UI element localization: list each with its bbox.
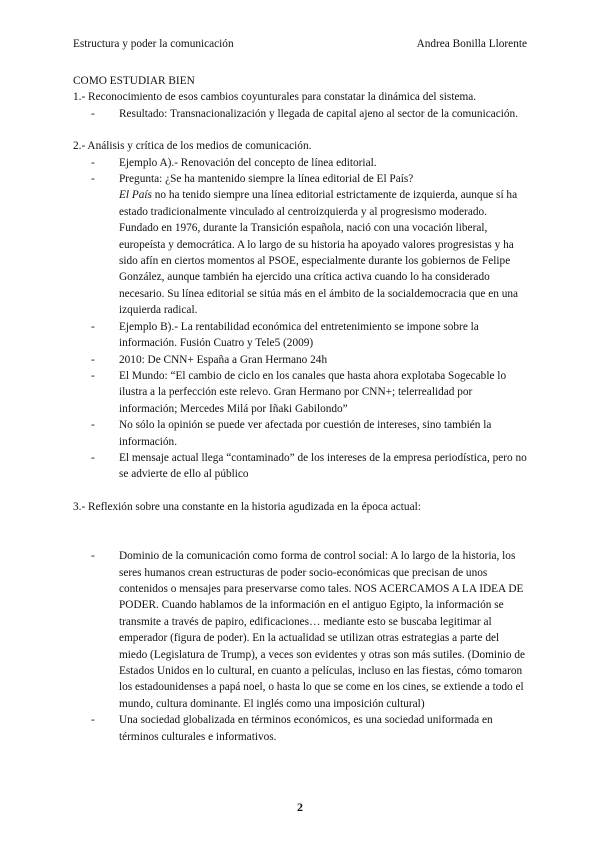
section-2-list: [73, 155, 528, 483]
section-1-heading: 1.- Reconocimiento de esos cambios coyunturales para constatar la dinámica del sistema.: [73, 91, 477, 104]
answer-text: no ha tenido siempre una línea editorial estrictamente de izquierda, aunque sí ha estado tradicionalmente vinculado al centroizquierda y al progresismo moderado. Fundado en 1976, durante la Transición española, nació con una vocación liberal, europeísta y democrática. A lo largo de su historia ha apoyado valores progresistas y ha sido afín en ciertos momentos al PSOE, especialmente durante los gobiernos de Felipe González, aunque también ha ejercido una crítica activa cuando lo ha considerado necesario. Su línea editorial se sitúa más en el ámbito de la socialdemocracia que en una izquierda radical.: [119, 189, 519, 317]
list-item: [73, 548, 528, 712]
dash-bullet: -: [91, 353, 95, 366]
section-1-list: [73, 106, 528, 122]
question-text: Pregunta: ¿Se ha mantenido siempre la línea editorial de El País?: [119, 173, 414, 186]
page-header: [73, 38, 527, 54]
dash-bullet: -: [91, 714, 95, 727]
list-item-text: Resultado: Transnacionalización y llegada de capital ajeno al sector de la comunicación.: [119, 107, 519, 120]
newspaper-name: El País: [119, 189, 152, 202]
section-3-list: [73, 548, 528, 745]
document-body: [73, 73, 528, 745]
section-3-heading: 3.- Reflexión sobre una constante en la historia agudizada en la época actual:: [73, 500, 421, 513]
list-item: [73, 417, 528, 450]
list-item-text: Ejemplo B).- La rentabilidad económica del entretenimiento se impone sobre la información. Fusión Cuatro y Tele5 (2009): [119, 320, 479, 350]
list-item: [73, 171, 528, 319]
dash-bullet: -: [91, 419, 95, 432]
list-item-text: Dominio de la comunicación como forma de control social: A lo largo de la historia, los seres humanos crean estructuras de poder socio-económicas que precisan de unos contenidos o mensajes para preservarse como tales. NOS ACERCAMOS A LA IDEA DE PODER. Cuando hablamos de la información en el antiguo Egipto, la información se transmite a través de papiro, edificaciones… mediante esto se buscaba legitimar al emperador (figura de poder). En la actualidad se utilizan otras estrategias a parte del miedo (Legislatura de Trump), a veces son evidentes y otras son más sutiles. (Dominio de Estados Unidos en lo cultural, en cuanto a películas, incluso en las fiestas, cómo tomaron los estadounidenses a papá noel, o hasta lo que se come en los cines, se extiende a todo el mundo, cultura dominante. El inglés como una imposición cultural): [119, 550, 525, 710]
list-item: [73, 368, 528, 417]
list-item-text: 2010: De CNN+ España a Gran Hermano 24h: [119, 353, 328, 366]
list-item-text: El Mundo: “El cambio de ciclo en los canales que hasta ahora explotaba Sogecable lo ilustra a la perfección este relevo. Gran Hermano por CNN+; telerrealidad por información; Mercedes Milá por Iñaki Gabilondo”: [119, 369, 507, 415]
list-item: [73, 155, 528, 171]
list-item: [73, 319, 528, 352]
page-number: 2: [297, 800, 303, 814]
list-item-text: Una sociedad globalizada en términos económicos, es una sociedad uniformada en términos culturales e informativos.: [119, 714, 493, 743]
header-author: Andrea Bonilla Llorente: [416, 38, 527, 50]
list-item-text: El mensaje actual llega “contaminado” de los intereses de la empresa periodística, pero no se advierte de ello al público: [119, 451, 527, 481]
dash-bullet: -: [91, 107, 95, 120]
section-2-heading: 2.- Análisis y crítica de los medios de comunicación.: [73, 140, 312, 153]
dash-bullet: -: [91, 369, 95, 382]
dash-bullet: -: [91, 451, 95, 464]
list-item: [73, 450, 528, 483]
list-item: [73, 352, 528, 368]
list-item: [73, 106, 528, 122]
dash-bullet: -: [91, 550, 95, 563]
dash-bullet: -: [91, 173, 95, 186]
dash-bullet: -: [91, 156, 95, 169]
dash-bullet: -: [91, 320, 95, 333]
list-item-text: Ejemplo A).- Renovación del concepto de línea editorial.: [119, 156, 377, 169]
list-item-text: No sólo la opinión se puede ver afectada por cuestión de intereses, sino también la información.: [119, 419, 492, 448]
header-course-title: Estructura y poder la comunicación: [73, 38, 234, 50]
list-item: [73, 712, 528, 745]
document-title: COMO ESTUDIAR BIEN: [73, 75, 195, 87]
